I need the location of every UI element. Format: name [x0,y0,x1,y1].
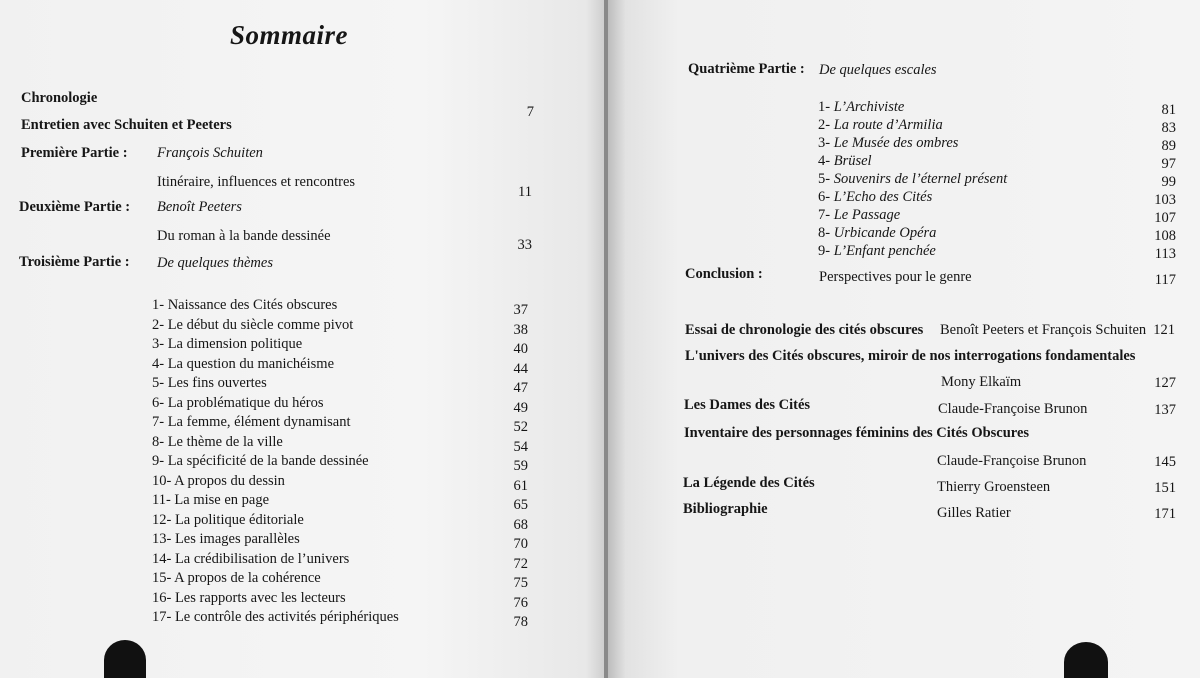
escale-item [818,189,932,206]
theme-item-label: 13- Les images parallèles [152,531,300,547]
part2-label: Deuxième Partie : [19,199,131,215]
theme-item-page: 37 [513,302,528,318]
escale-item-label: Souvenirs de l’éternel présent [833,171,1008,187]
theme-item-label: 4- La question du manichéisme [152,355,335,372]
theme-item-page: 76 [513,594,528,611]
entretien-page: 7 [526,104,534,120]
essai-title: Essai de chronologie des cités obscures [685,322,924,338]
theme-item-page: 38 [513,321,528,338]
conclusion-page: 117 [1154,272,1176,288]
escale-item [818,153,872,170]
inventaire-title: Inventaire des personnages féminins des Cités Obscures [684,425,1030,441]
legende-page: 151 [1154,480,1176,496]
theme-item-label: 9- La spécificité de la bande dessinée [152,453,369,469]
chronologie-heading: Chronologie [21,90,98,106]
theme-item-page: 78 [513,614,528,630]
part1-name: François Schuiten [157,145,263,161]
escale-item-number: 8- [818,225,831,241]
escale-item-label: Brüsel [833,153,872,169]
theme-item-page: 44 [513,360,528,377]
biblio-page: 171 [1154,506,1176,522]
theme-item-page: 52 [513,419,528,435]
conclusion-label: Conclusion : [685,266,763,282]
inventaire-author: Claude-Françoise Brunon [937,453,1087,469]
dames-author: Claude-Françoise Brunon [938,401,1088,417]
univers-author: Mony Elkaïm [941,374,1022,390]
escale-item-page: 107 [1154,210,1176,226]
part2-page: 33 [517,237,532,253]
biblio-author: Gilles Ratier [937,505,1011,521]
escale-item-page: 99 [1161,174,1176,190]
theme-item-page: 59 [513,458,528,474]
escale-item [818,207,900,224]
escale-item-page: 97 [1161,156,1176,172]
essai-author: Benoît Peeters et François Schuiten [940,322,1147,338]
theme-item-label: 12- La politique éditoriale [152,511,304,528]
theme-item-page: 65 [513,497,528,513]
escale-item [818,99,904,116]
escale-item [818,225,936,242]
escale-item-page: 103 [1154,192,1176,208]
theme-item-page: 49 [513,399,528,416]
escale-item-number: 2- [818,117,831,133]
right-page [608,0,1200,678]
part2-subtitle: Du roman à la bande dessinée [157,228,331,244]
theme-item-page: 61 [513,477,528,494]
theme-item-label: 6- La problématique du héros [152,394,324,411]
legende-title: La Légende des Cités [683,475,815,491]
escale-item-page: 113 [1154,246,1176,262]
dames-page: 137 [1154,402,1176,418]
escale-item-label: Urbicande Opéra [833,225,937,241]
theme-item-label: 10- A propos du dessin [152,472,285,489]
escale-item-number: 5- [818,171,831,187]
theme-item-page: 47 [513,380,528,396]
escale-item-label: L’Archiviste [833,99,905,115]
escale-item [818,171,1007,188]
theme-item-page: 54 [513,438,528,455]
part1-page: 11 [518,184,532,200]
silhouette-head-icon-right [1064,642,1108,678]
part4-name: De quelques escales [819,62,937,78]
theme-item-page: 75 [513,575,528,591]
escale-item-number: 9- [818,243,831,259]
inventaire-page: 145 [1154,454,1176,470]
silhouette-head-icon [104,640,146,678]
escale-item-label: Le Musée des ombres [833,135,959,151]
escale-item-number: 7- [818,207,831,223]
part2-name: Benoît Peeters [157,199,242,215]
theme-item-label: 16- Les rapports avec les lecteurs [152,589,346,606]
part3-name: De quelques thèmes [157,255,273,271]
part1-subtitle: Itinéraire, influences et rencontres [157,174,356,190]
theme-item-page: 68 [513,516,528,533]
biblio-title: Bibliographie [683,501,768,517]
legende-author: Thierry Groensteen [937,479,1051,495]
theme-item-label: 5- Les fins ouvertes [152,375,267,391]
escale-item-page: 81 [1161,102,1176,118]
theme-item-label: 7- La femme, élément dynamisant [152,414,351,430]
theme-item-label: 2- Le début du siècle comme pivot [152,316,354,333]
theme-item-label: 17- Le contrôle des activités périphériques [152,609,399,625]
theme-item-label: 8- Le thème de la ville [152,433,283,450]
theme-item-label: 14- La crédibilisation de l’univers [152,550,350,567]
essai-page: 121 [1153,322,1175,338]
entretien-heading: Entretien avec Schuiten et Peeters [21,117,232,133]
escale-item-number: 3- [818,135,831,151]
univers-page: 127 [1154,375,1176,391]
escale-item-label: L’Echo des Cités [833,189,933,205]
escale-item-label: L’Enfant penchée [833,243,936,259]
dames-title: Les Dames des Cités [684,397,811,413]
theme-item-page: 72 [513,555,528,572]
escale-item-number: 4- [818,153,831,169]
escale-item [818,135,958,152]
escale-item-page: 89 [1161,138,1176,154]
escale-item-number: 1- [818,99,831,115]
part3-label: Troisième Partie : [19,254,130,270]
escale-item [818,117,943,134]
escale-item-page: 108 [1154,228,1176,244]
escale-item-page: 83 [1161,120,1176,136]
univers-title: L'univers des Cités obscures, miroir de nos interrogations fondamentales [685,348,1136,364]
theme-item-page: 40 [513,341,528,357]
escale-item-label: Le Passage [833,207,901,223]
conclusion-text: Perspectives pour le genre [819,269,972,285]
theme-item-label: 11- La mise en page [152,492,270,508]
escale-item-label: La route d’Armilia [833,117,943,133]
part4-label: Quatrième Partie : [688,61,805,77]
theme-item-label: 3- La dimension politique [152,336,303,352]
theme-item-page: 70 [513,536,528,552]
escale-item-number: 6- [818,189,831,205]
page-title: Sommaire [230,20,349,50]
theme-item-label: 1- Naissance des Cités obscures [152,297,338,313]
escale-item [818,243,936,260]
theme-item-label: 15- A propos de la cohérence [152,570,321,586]
part1-label: Première Partie : [21,145,128,161]
